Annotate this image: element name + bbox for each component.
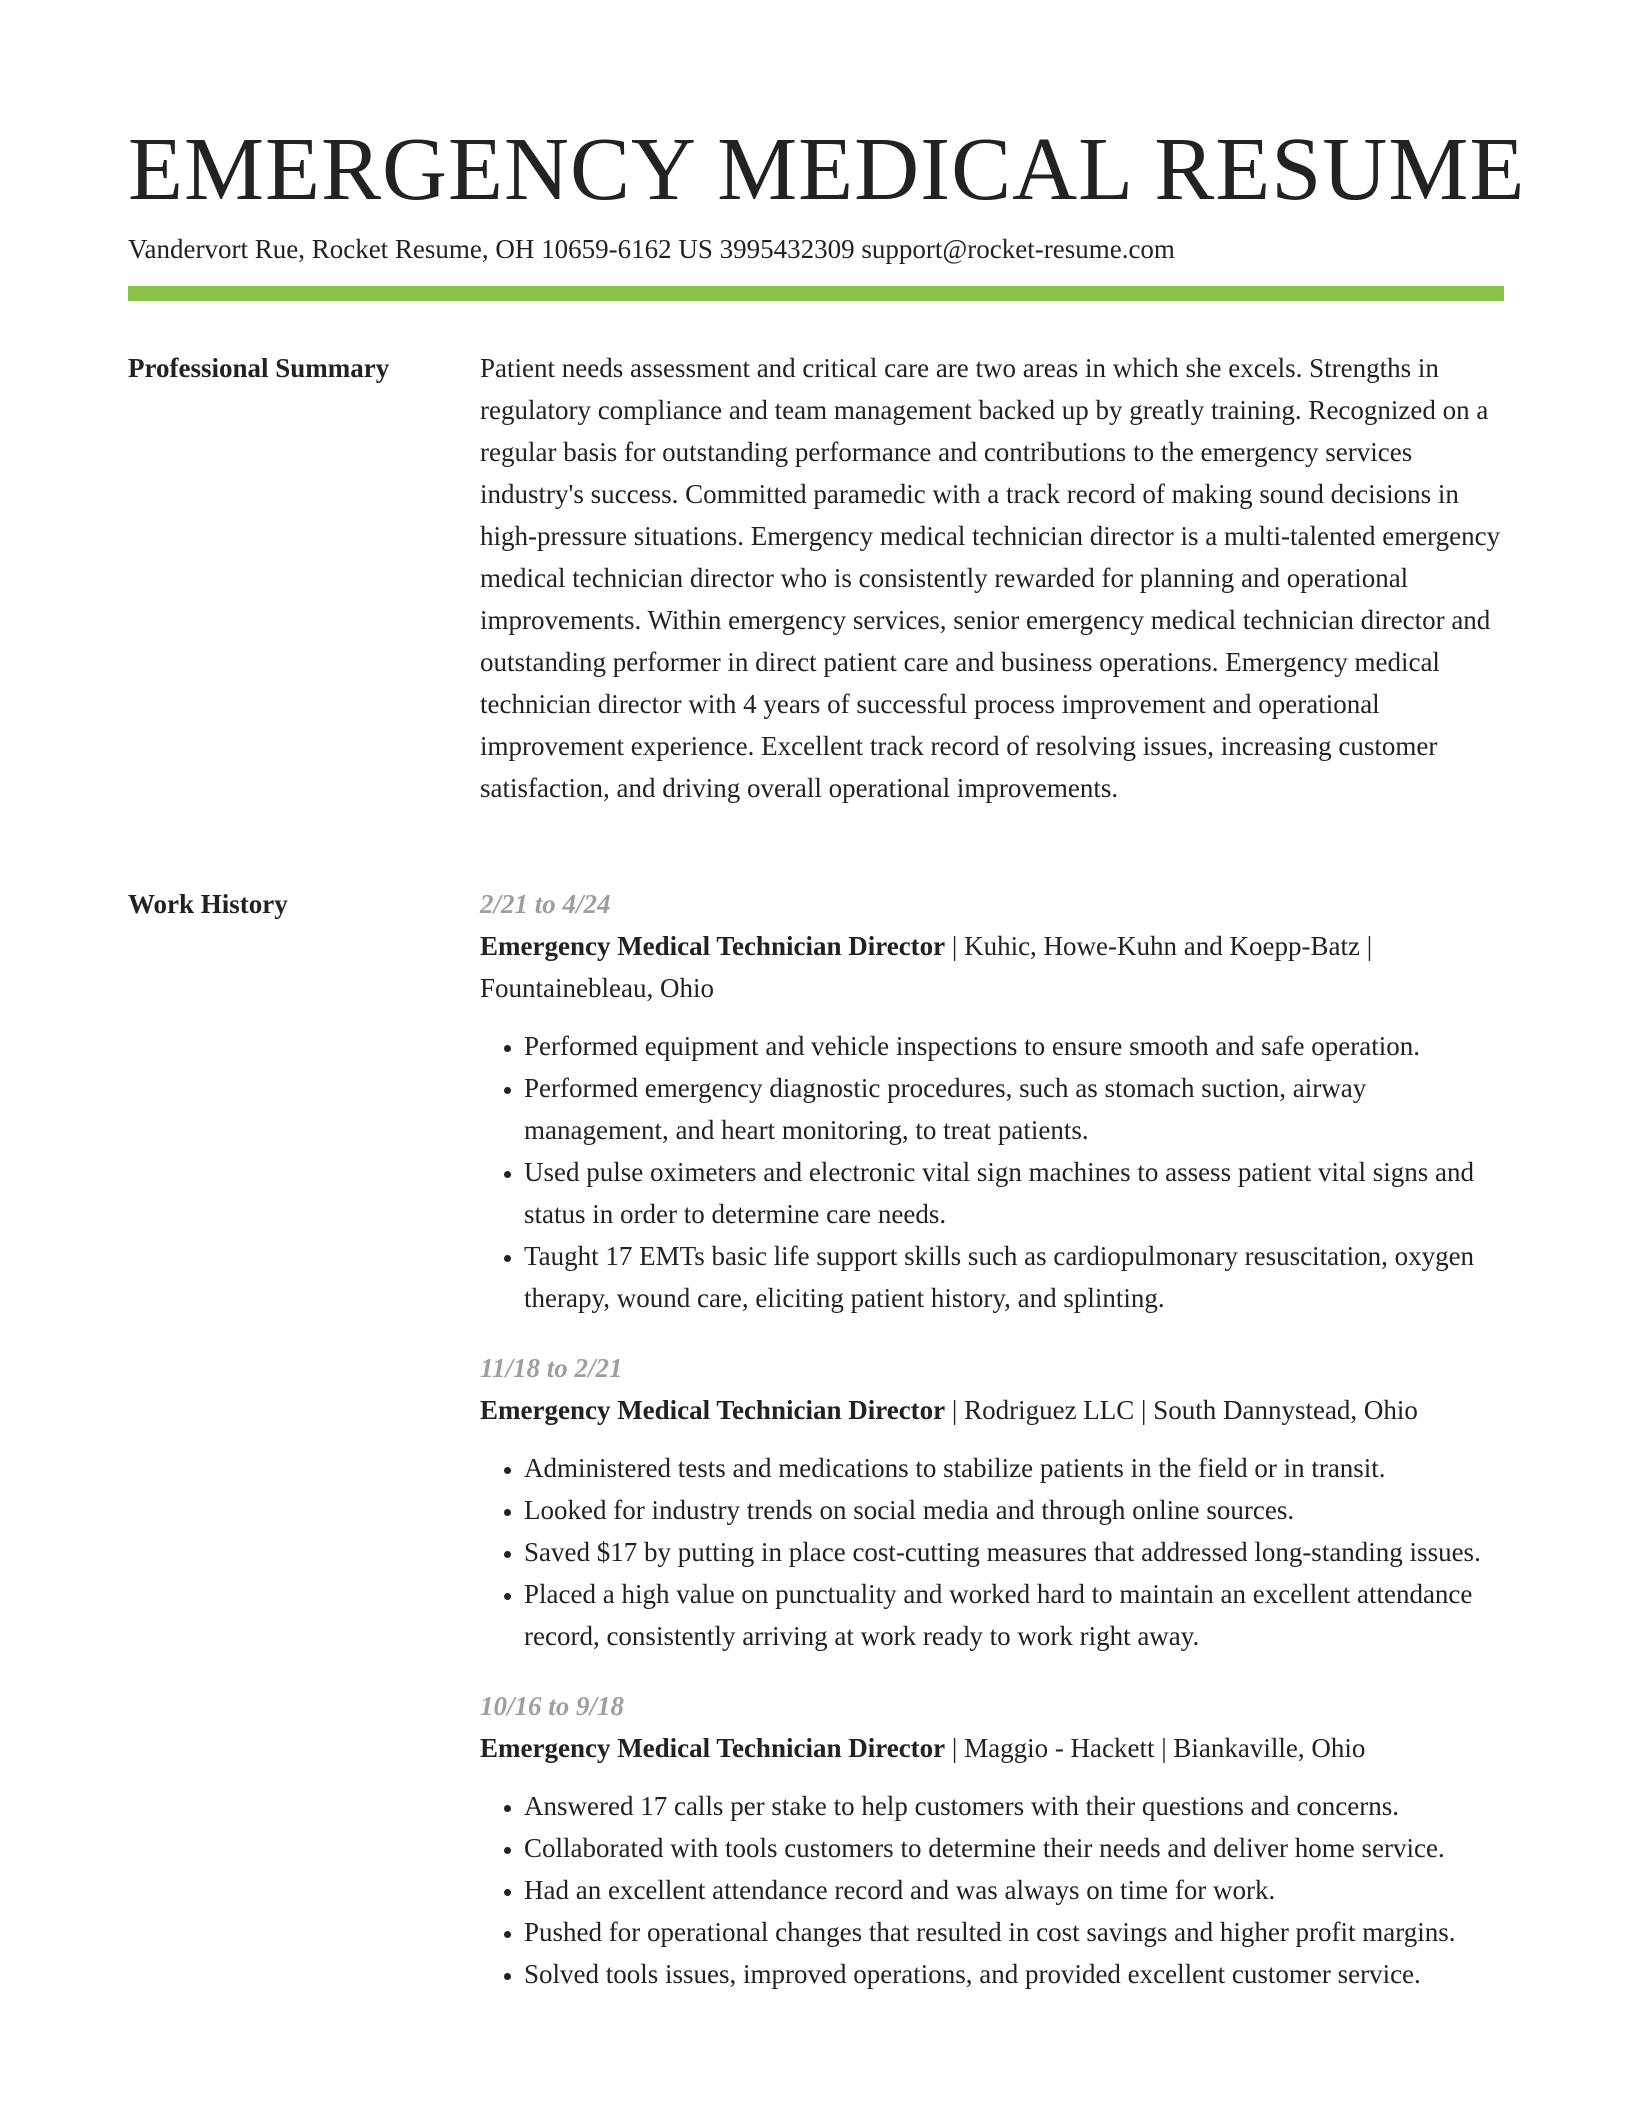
job-bullet-list bbox=[480, 1785, 1504, 1995]
job-title: Emergency Medical Technician Director bbox=[480, 1395, 946, 1425]
job-bullet: • Administered tests and medications to stabilize patients in the field or in transit. bbox=[524, 1447, 1504, 1489]
job-bullet: • Solved tools issues, improved operations, and provided excellent customer service. bbox=[524, 1953, 1504, 1995]
job-bullet: • Pushed for operational changes that resulted in cost savings and higher profit margins. bbox=[524, 1911, 1504, 1953]
job-bullet: • Collaborated with tools customers to determine their needs and deliver home service. bbox=[524, 1827, 1504, 1869]
section-label-work-history: Work History bbox=[128, 889, 288, 919]
job-bullet: • Answered 17 calls per stake to help customers with their questions and concerns. bbox=[524, 1785, 1504, 1827]
job-dates: 11/18 to 2/21 bbox=[480, 1353, 623, 1383]
resume-title: EMERGENCY MEDICAL RESUME bbox=[128, 120, 1526, 219]
job-bullet: • Had an excellent attendance record and was always on time for work. bbox=[524, 1869, 1504, 1911]
job-title: Emergency Medical Technician Director bbox=[480, 931, 946, 961]
job-bullet: • Performed equipment and vehicle inspections to ensure smooth and safe operation. bbox=[524, 1025, 1504, 1067]
summary-text: Patient needs assessment and critical care are two areas in which she excels. Strengths in regulatory compliance and team management backed up by greatly training. Recognized on a regular basis for outstanding performance and contributions to the emergency services industry's success. Committed paramedic with a track record of making sound decisions in high-pressure situations. Emergency medical technician director is a multi-talented emergency medical technician director who is consistently rewarded for planning and operational improvements. Within emergency services, senior emergency medical technician director and outstanding performer in direct patient care and business operations. Emergency medical technician director with 4 years of successful process improvement and operational improvement experience. Excellent track record of resolving issues, increasing customer satisfaction, and driving overall operational improvements. bbox=[480, 353, 1501, 803]
job-employer-location: | Maggio - Hackett | Biankaville, Ohio bbox=[945, 1733, 1366, 1763]
summary-body bbox=[480, 347, 1504, 809]
job-entry bbox=[480, 1685, 1504, 1995]
job-employer-location: | Rodriguez LLC | South Dannystead, Ohio bbox=[945, 1395, 1418, 1425]
job-entry bbox=[480, 1347, 1504, 1657]
section-label-summary: Professional Summary bbox=[128, 353, 390, 383]
header-divider bbox=[128, 286, 1504, 301]
job-bullet-list bbox=[480, 1447, 1504, 1657]
job-dates: 2/21 to 4/24 bbox=[480, 889, 611, 919]
job-bullet: • Looked for industry trends on social media and through online sources. bbox=[524, 1489, 1504, 1531]
work-history-body bbox=[480, 883, 1504, 2023]
job-bullet: • Used pulse oximeters and electronic vital sign machines to assess patient vital signs and status in order to determine care needs. bbox=[524, 1151, 1504, 1235]
job-bullet: • Saved $17 by putting in place cost-cutting measures that addressed long-standing issues. bbox=[524, 1531, 1504, 1573]
job-bullet: • Placed a high value on punctuality and worked hard to maintain an excellent attendance record, consistently arriving at work ready to work right away. bbox=[524, 1573, 1504, 1657]
job-bullet-list bbox=[480, 1025, 1504, 1319]
job-entry bbox=[480, 883, 1504, 1319]
job-heading bbox=[480, 925, 1504, 1009]
job-employer-location: | Kuhic, Howe-Kuhn and Koepp-Batz | Fountainebleau, Ohio bbox=[480, 931, 1373, 1003]
job-heading bbox=[480, 1389, 1504, 1431]
job-heading bbox=[480, 1727, 1504, 1769]
job-dates: 10/16 to 9/18 bbox=[480, 1691, 625, 1721]
job-bullet: • Performed emergency diagnostic procedures, such as stomach suction, airway management, and heart monitoring, to treat patients. bbox=[524, 1067, 1504, 1151]
contact-line: Vandervort Rue, Rocket Resume, OH 10659-6162 US 3995432309 support@rocket-resume.com bbox=[128, 234, 1175, 264]
job-bullet: • Taught 17 EMTs basic life support skills such as cardiopulmonary resuscitation, oxygen therapy, wound care, eliciting patient history, and splinting. bbox=[524, 1235, 1504, 1319]
job-title: Emergency Medical Technician Director bbox=[480, 1733, 946, 1763]
